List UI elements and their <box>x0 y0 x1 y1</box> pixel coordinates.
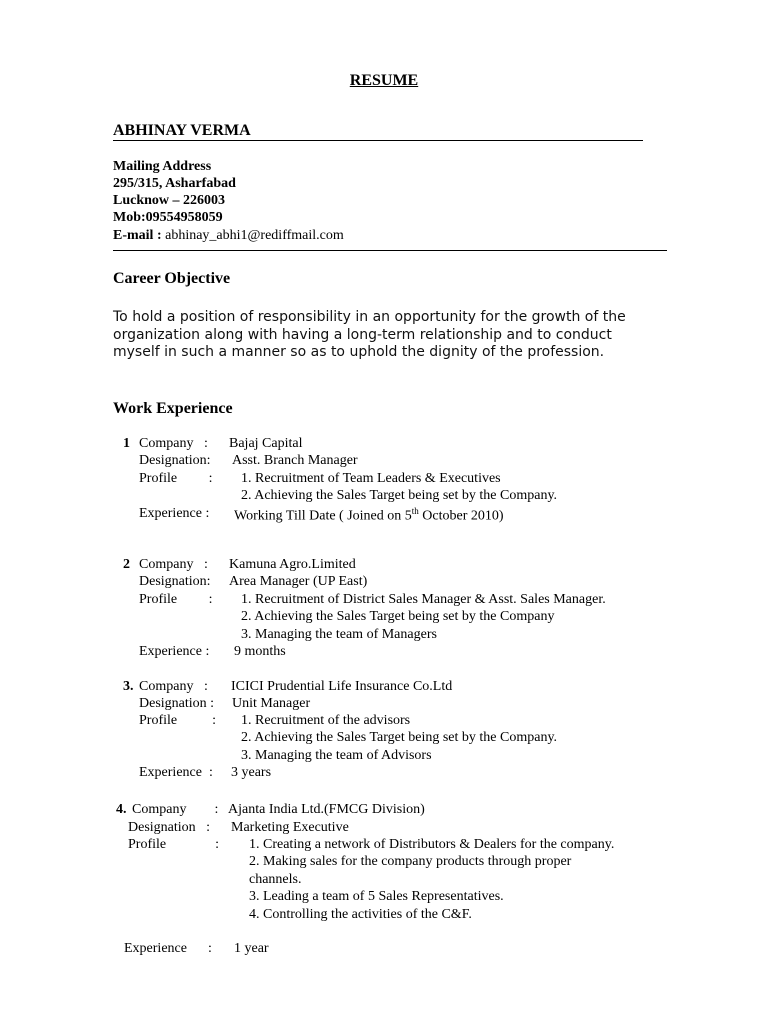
experience-value: 3 years <box>231 765 272 780</box>
name-underline <box>113 140 643 141</box>
profile-label: Profile : <box>139 592 213 607</box>
profile-label: Profile : <box>139 713 216 728</box>
company-label: Company : <box>139 436 208 451</box>
address-line-2: Lucknow – 226003 <box>113 193 226 208</box>
profile-item: 1. Recruitment of District Sales Manager & Asst. Sales Manager. <box>241 592 606 607</box>
work-experience-heading: Work Experience <box>113 400 233 417</box>
profile-label: Profile : <box>128 837 219 852</box>
company-value: Ajanta India Ltd.(FMCG Division) <box>228 802 425 817</box>
email-value: abhinay_abhi1@rediffmail.com <box>161 228 344 243</box>
profile-label: Profile : <box>139 471 213 486</box>
profile-item: 3. Leading a team of 5 Sales Representatives. <box>249 889 504 904</box>
resume-title: RESUME <box>349 72 419 89</box>
mailing-address-label: Mailing Address <box>113 159 212 174</box>
profile-item: 2. Achieving the Sales Target being set by the Company <box>241 609 555 624</box>
profile-item: 2. Making sales for the company products through proper <box>249 854 572 869</box>
company-label: Company : <box>139 557 208 572</box>
company-value: Bajaj Capital <box>229 436 303 451</box>
designation-label: Designation : <box>139 696 215 711</box>
email-label: E-mail : <box>113 228 162 243</box>
company-label: Company : <box>132 802 219 817</box>
profile-item: 3. Managing the team of Managers <box>241 627 437 642</box>
address-line-1: 295/315, Asharfabad <box>113 176 236 191</box>
job-number: 4. <box>116 802 127 817</box>
designation-value: Marketing Executive <box>231 820 349 835</box>
designation-label: Designation : <box>128 820 211 835</box>
career-objective-heading: Career Objective <box>113 270 231 287</box>
profile-item: 2. Achieving the Sales Target being set by the Company. <box>241 488 558 503</box>
experience-label: Experience : <box>139 765 213 780</box>
company-value: Kamuna Agro.Limited <box>229 557 356 572</box>
experience-value: 9 months <box>234 644 286 659</box>
job-number: 2 <box>123 557 130 572</box>
profile-item: 1. Recruitment of the advisors <box>241 713 411 728</box>
career-objective-text: To hold a position of responsibility in an opportunity for the growth of the organization along with having a long-term relationship and to conduct myself in such a manner so as to uphold the dignity of the profession. <box>113 309 626 361</box>
profile-item: 2. Achieving the Sales Target being set by the Company. <box>241 730 558 745</box>
profile-item: 3. Managing the team of Advisors <box>241 748 432 763</box>
email-row <box>113 228 344 244</box>
company-label: Company : <box>139 679 208 694</box>
experience-label: Experience : <box>124 941 212 956</box>
experience-label: Experience : <box>139 644 210 659</box>
designation-value: Area Manager (UP East) <box>229 574 368 589</box>
job-number: 1 <box>123 436 130 451</box>
contact-divider <box>113 250 667 251</box>
profile-item: 1. Recruitment of Team Leaders & Executives <box>241 471 501 486</box>
designation-value: Asst. Branch Manager <box>232 453 358 468</box>
experience-value: 1 year <box>234 941 269 956</box>
job-number: 3. <box>123 679 134 694</box>
experience-label: Experience : <box>139 506 210 521</box>
designation-label: Designation: <box>139 574 211 589</box>
profile-item: channels. <box>249 872 302 887</box>
experience-value: Working Till Date ( Joined on 5th October 2010) <box>234 506 504 524</box>
mobile-number: Mob:09554958059 <box>113 210 223 225</box>
profile-item: 1. Creating a network of Distributors & Dealers for the company. <box>249 837 615 852</box>
profile-item: 4. Controlling the activities of the C&F. <box>249 907 472 922</box>
candidate-name: ABHINAY VERMA <box>113 122 251 139</box>
company-value: ICICI Prudential Life Insurance Co.Ltd <box>231 679 453 694</box>
designation-label: Designation: <box>139 453 211 468</box>
designation-value: Unit Manager <box>232 696 311 711</box>
